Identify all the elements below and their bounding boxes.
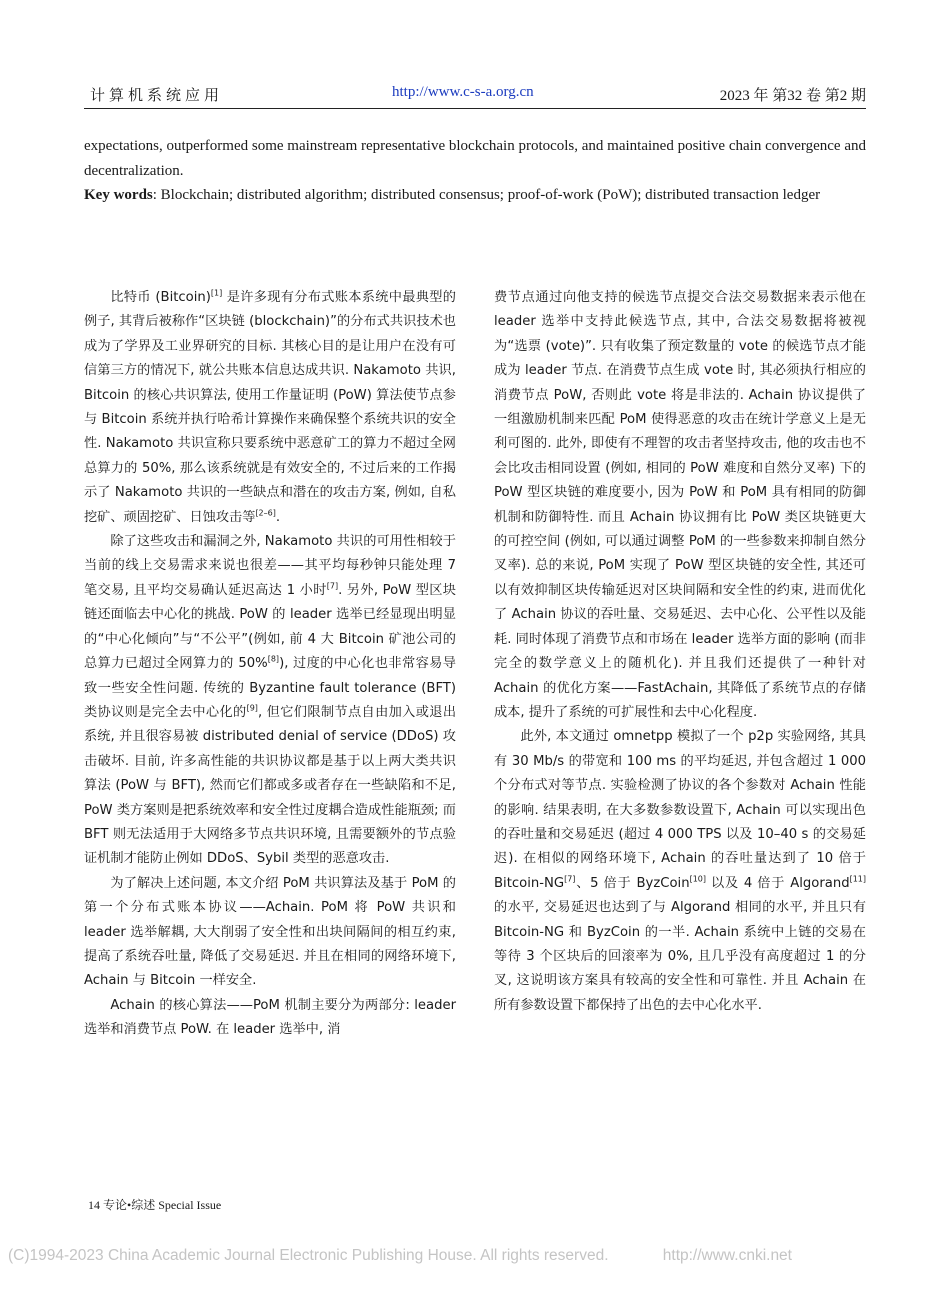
text-run: 此外, 本文通过 omnetpp 模拟了一个 p2p 实验网络, 其具有 30 Mb/s 的带宽和 100 ms 的平均延迟, 并包含超过 1 000 个分布式对等节点. 实验检测了协议的各个参数对 Achain 性能的影响. 结果表明, 在大多数参数设置下, Achain 可以实现出色的吞吐量和交易延迟 (超过 4 000 TPS 以及 10–40 s 的交易延迟). 在相似的网络环境下, Achain 的吞吐量达到了 10 倍于 Bitcoin-NG — [494, 729, 866, 891]
text-run: 是许多现有分布式账本系统中最典型的例子, 其背后被称作“区块链 (blockchain)”的分布式共识技术也成为了学界及工业界研究的目标. 其核心目的是让用户在没有可信第三方的情况下, 就公共账本信息达成共识. Nakamoto 共识, Bitcoin 的核心共识算法, 使用工作量证明 (PoW) 算法使节点参与 Bitcoin 系统并执行哈希计算操作来确保整个系统共识的安全性. Nakamoto 共识宣称只要系统中恶意矿工的算力不超过全网总算力的 50%, 那么该系统就是有效安全的, 不过后来的工作揭示了 Nakamoto 共识的一些缺点和潜在的攻击方案, 例如, 自私挖矿、顽固挖矿、日蚀攻击等 — [84, 290, 456, 525]
right-paragraph-2 — [494, 725, 866, 1018]
right-column — [494, 286, 866, 1018]
text-run: 除了这些攻击和漏洞之外, Nakamoto 共识的可用性相较于当前的线上交易需求来说也很差——其平均每秒钟只能处理 7 笔交易, 且平均交易确认延迟高达 1 小时 — [84, 534, 456, 598]
citation-ref[interactable]: [10] — [689, 874, 706, 884]
left-paragraph-1 — [84, 286, 456, 530]
text-run: 、5 倍于 ByzCoin — [575, 875, 690, 891]
text-run: 比特币 (Bitcoin) — [110, 290, 211, 305]
issue-info: 2023 年 第32 卷 第2 期 — [719, 88, 866, 104]
citation-ref[interactable]: [9] — [246, 703, 258, 713]
text-run: 以及 4 倍于 Algorand — [706, 875, 850, 891]
citation-ref[interactable]: [1] — [210, 288, 223, 298]
page-footer: 14 专论•综述 Special Issue — [88, 1198, 222, 1212]
keywords-label: Key words — [84, 187, 153, 203]
text-run: . 另外, PoW 型区块链还面临去中心化的挑战. PoW 的 leader 选举已经显现出明显的“中心化倾向”与“不公平”(例如, 前 4 大 Bitcoin 矿池公司的总算力已超过全网算力的 50% — [84, 582, 456, 672]
abstract-tail: expectations, outperformed some mainstream representative blockchain protocols, and maintained positive chain convergence and decentralization. — [84, 138, 866, 179]
citation-ref[interactable]: [2–6] — [255, 508, 276, 518]
citation-ref[interactable]: [11] — [849, 874, 866, 884]
left-paragraph-4: Achain 的核心算法——PoM 机制主要分为两部分: leader 选举和消费节点 PoW. 在 leader 选举中, 消 — [84, 997, 456, 1038]
watermark-copyright: (C)1994-2023 China Academic Journal Electronic Publishing House. All rights reserved. — [8, 1247, 609, 1264]
abstract-section — [84, 134, 866, 208]
text-run: 的水平, 交易延迟也达到了与 Algorand 相同的水平, 并且只有 Bitcoin-NG 和 ByzCoin 的一半. Achain 系统中上链的交易在等待 3 个区块后的回滚率为 0%, 且几乎没有高度超过 1 的分叉, 这说明该方案具有较高的安全性和可靠性. 并且 Achain 在所有参数设置下都保持了出色的去中心化水平. — [494, 900, 866, 1013]
journal-url-link[interactable]: http://www.c-s-a.org.cn — [392, 84, 534, 100]
keywords-line — [84, 183, 866, 208]
left-paragraph-3: 为了解决上述问题, 本文介绍 PoM 共识算法及基于 PoM 的第一个分布式账本协议——Achain. PoM 将 PoW 共识和 leader 选举解耦, 大大削弱了安全性和出块间隔间的相互约束, 提高了系统吞吐量, 降低了交易延迟. 并且在相同的网络环境下, Achain 与 Bitcoin 一样安全. — [84, 875, 456, 989]
text-run: . — [275, 509, 281, 525]
text-run: ), 过度的中心化也非常容易导致一些安全性问题. 传统的 Byzantine fault tolerance (BFT) 类协议则是完全去中心化的 — [84, 656, 456, 720]
running-header — [84, 82, 866, 109]
left-paragraph-2 — [84, 530, 456, 872]
journal-name: 计算机系统应用 — [90, 88, 224, 104]
watermark-url: http://www.cnki.net — [662, 1247, 792, 1264]
citation-ref[interactable]: [7] — [564, 874, 576, 884]
citation-ref[interactable]: [7] — [326, 581, 339, 591]
right-paragraph-1: 费节点通过向他支持的候选节点提交合法交易数据来表示他在 leader 选举中支持此候选节点, 其中, 合法交易数据将被视为“选票 (vote)”. 只有收集了预定数量的 vote 的候选节点才能成为 leader 节点. 在消费节点生成 vote 时, 其必须执行相应的消费节点 PoW, 否则此 vote 将是非法的. Achain 协议提供了一组激励机制来匹配 PoM 使得恶意的攻击在统计学意义上是无利可图的. 此外, 即使有不理智的攻击者坚持攻击, 他的攻击也不会比攻击相同设置 (例如, 相同的 PoW 难度和自然分叉率) 下的 PoW 型区块链的难度要小, 因为 PoW 和 PoM 具有相同的防御机制和防御特性. 而且 Achain 协议拥有比 PoW 类区块链更大的可控空间 (例如, 可以通过调整 PoM 的一些参数来抑制自然分叉率). 总的来说, PoM 实现了 PoW 型区块链的安全性, 其还可以有效抑制区块传输延迟对区块间隔和安全性的约束, 进而优化了 Achain 协议的吞吐量、交易延迟、去中心化、公平性以及能耗. 同时体现了消费节点和市场在 leader 选举方面的影响 (而非完全的数学意义上的随机化). 并且我们还提供了一种针对 Achain 的优化方案——FastAchain, 其降低了系统节点的存储成本, 提升了系统的可扩展性和去中心化程度. — [494, 290, 866, 720]
keywords-text: : Blockchain; distributed algorithm; distributed consensus; proof-of-work (PoW); distributed transaction ledger — [152, 187, 821, 203]
left-column — [84, 286, 456, 1043]
text-run: , 但它们限制节点自由加入或退出系统, 并且很容易被 distributed denial of service (DDoS) 攻击破坏. 目前, 许多高性能的共识协议都是基于以上两大类共识算法 (PoW 与 BFT), 然而它们都或多或者存在一些缺陷和不足, PoW 类方案则是把系统效率和安全性过度耦合造成性能瓶颈; 而 BFT 则无法适用于大网络多节点共识环境, 且需要额外的节点验证机制才能防止例如 DDoS、Sybil 类型的恶意攻击. — [84, 704, 457, 867]
citation-ref[interactable]: [8] — [267, 654, 280, 664]
